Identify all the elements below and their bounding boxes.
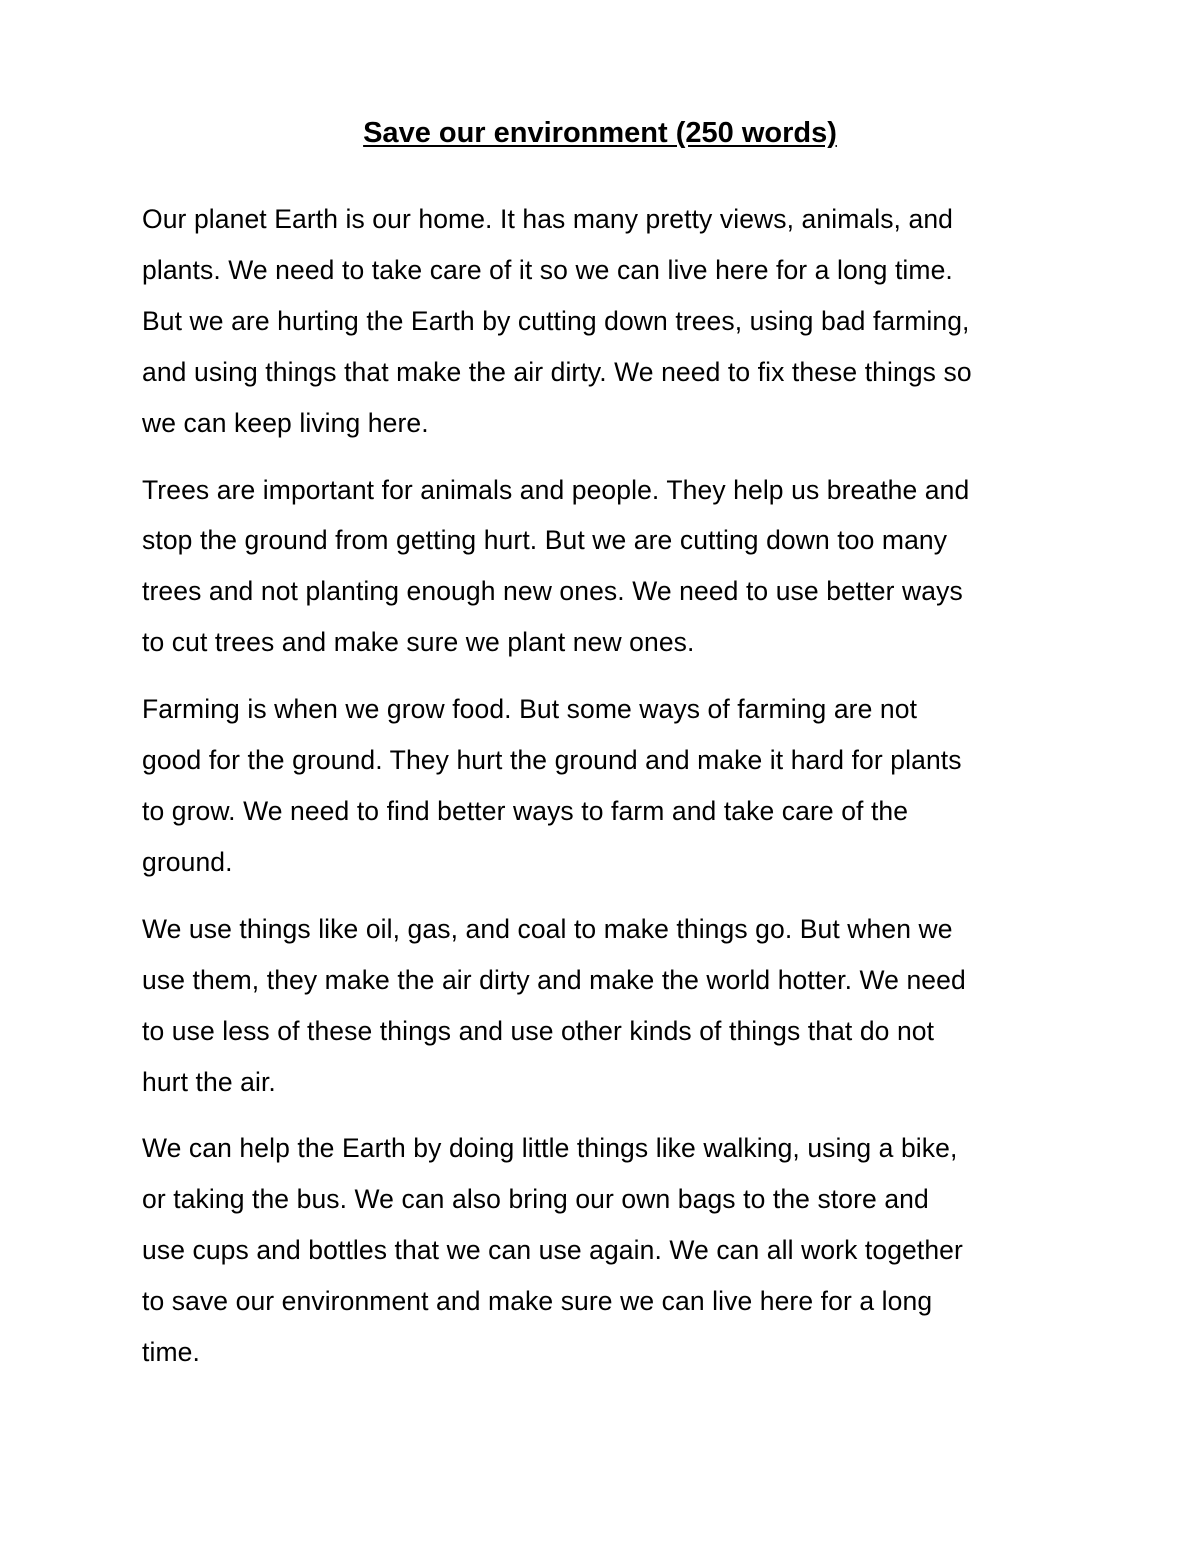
document-title: Save our environment (250 words): [363, 117, 837, 149]
text-line: Trees are important for animals and people. They help us breathe and: [142, 474, 970, 505]
text-line: time.: [142, 1337, 200, 1368]
text-line: We use things like oil, gas, and coal to make things go. But when we: [142, 913, 953, 944]
text-line: Farming is when we grow food. But some ways of farming are not: [142, 694, 918, 725]
text-line: But we are hurting the Earth by cutting down trees, using bad farming,: [142, 305, 970, 336]
text-line: to cut trees and make sure we plant new ones.: [142, 627, 695, 658]
paragraph-5: [142, 1123, 1067, 1378]
document-body: [142, 194, 1067, 1394]
text-line: plants. We need to take care of it so we can live here for a long time.: [142, 254, 953, 285]
paragraph-2: [142, 465, 1067, 669]
text-line: Our planet Earth is our home. It has many pretty views, animals, and: [142, 204, 953, 234]
paragraph-3: [142, 684, 1067, 888]
text-line: stop the ground from getting hurt. But we are cutting down too many: [142, 525, 948, 556]
text-line: trees and not planting enough new ones. We need to use better ways: [142, 576, 963, 607]
text-line: We can help the Earth by doing little things like walking, using a bike,: [142, 1133, 958, 1164]
text-line: to use less of these things and use other kinds of things that do not: [142, 1015, 935, 1046]
text-line: we can keep living here.: [142, 407, 429, 438]
text-line: and using things that make the air dirty. We need to fix these things so: [142, 356, 972, 387]
text-line: use cups and bottles that we can use again. We can all work together: [142, 1235, 963, 1266]
text-line: to save our environment and make sure we can live here for a long: [142, 1286, 933, 1317]
text-line: to grow. We need to find better ways to farm and take care of the: [142, 795, 909, 826]
text-line: ground.: [142, 846, 233, 877]
text-line: good for the ground. They hurt the ground and make it hard for plants: [142, 745, 962, 776]
paragraph-1: [142, 194, 1067, 449]
text-line: or taking the bus. We can also bring our own bags to the store and: [142, 1184, 929, 1215]
text-line: use them, they make the air dirty and make the world hotter. We need: [142, 964, 966, 995]
text-line: hurt the air.: [142, 1066, 276, 1097]
paragraph-4: [142, 904, 1067, 1108]
